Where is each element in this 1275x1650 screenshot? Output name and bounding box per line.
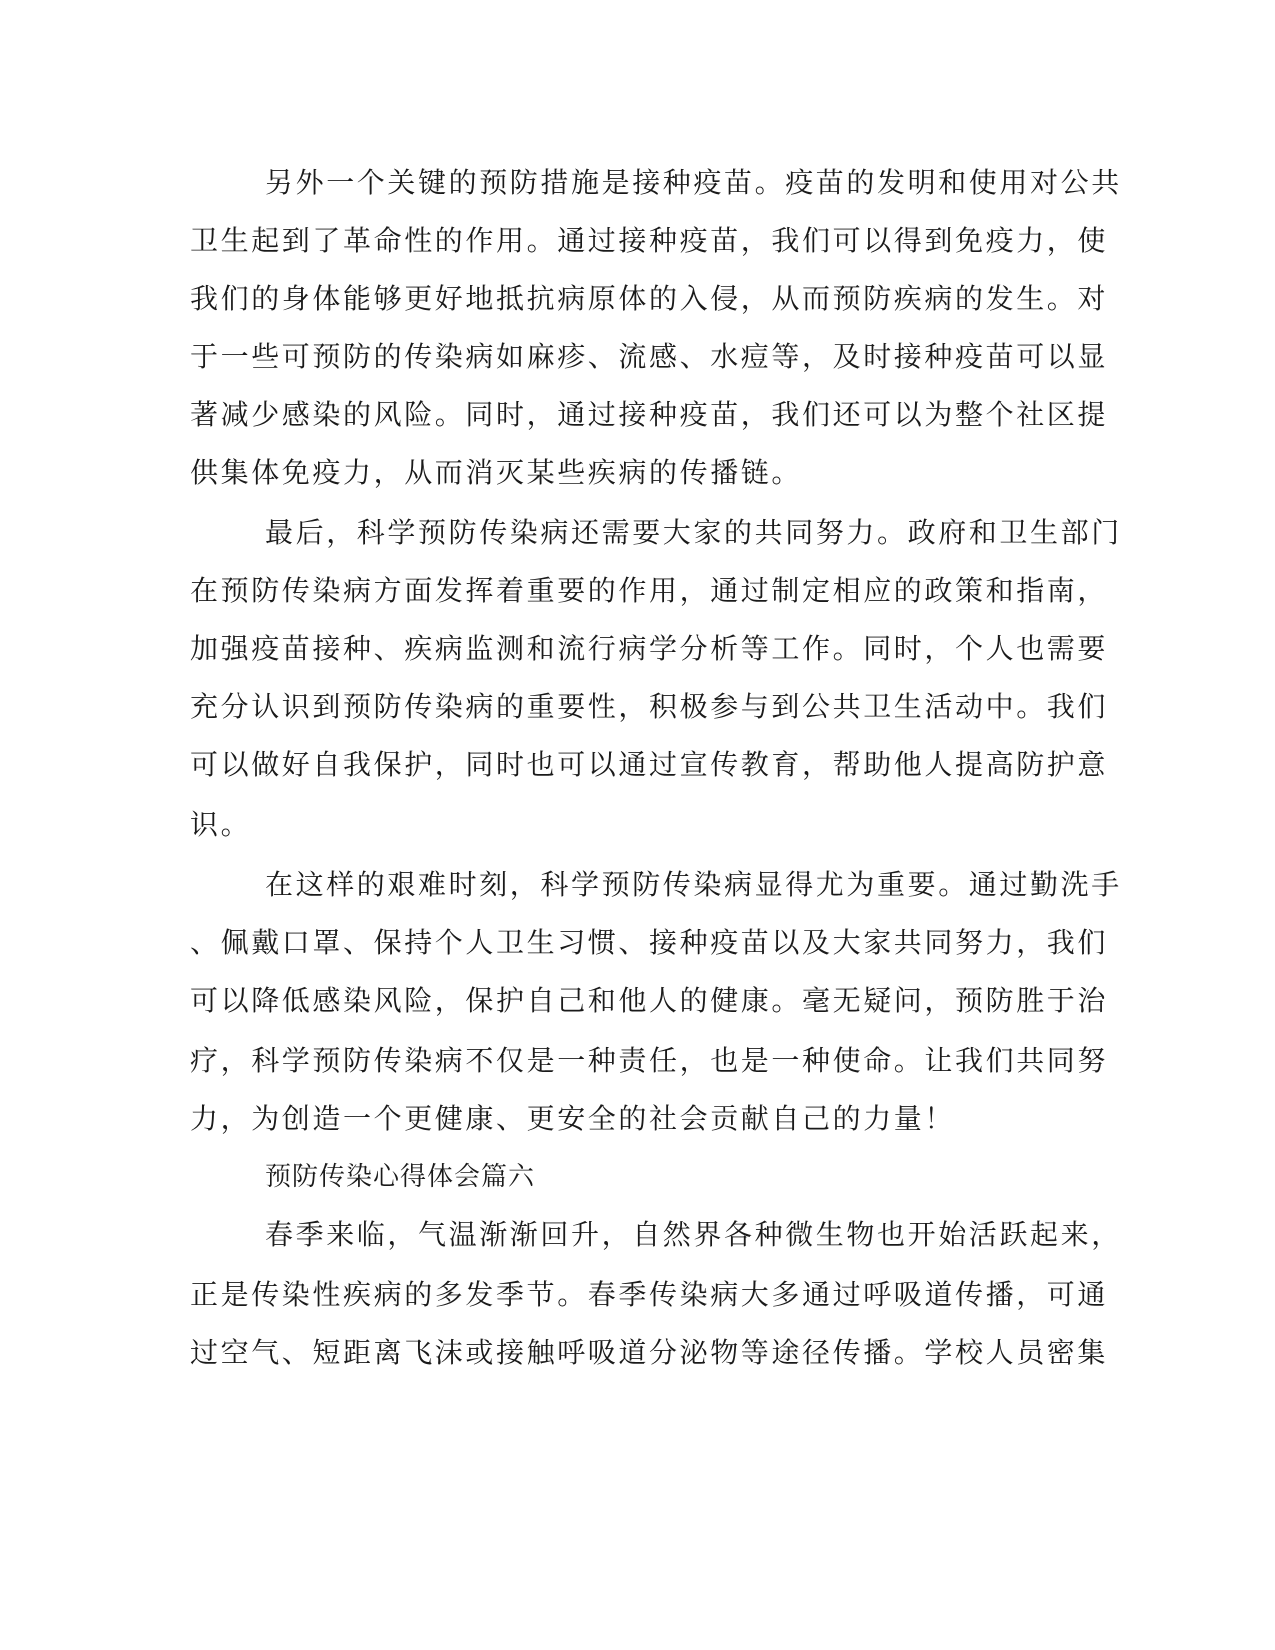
paragraph-line: 识。	[190, 808, 252, 841]
paragraph-line: 过空气、短距离飞沫或接触呼吸道分泌物等途径传播。学校人员密集	[190, 1336, 1109, 1369]
paragraph-line: 在这样的艰难时刻，科学预防传染病显得尤为重要。通过勤洗手	[265, 868, 1122, 901]
paragraph-line: 疗，科学预防传染病不仅是一种责任，也是一种使命。让我们共同努	[190, 1044, 1109, 1077]
paragraph-line: 著减少感染的风险。同时，通过接种疫苗，我们还可以为整个社区提	[190, 398, 1109, 431]
paragraph-line: 力，为创造一个更健康、更安全的社会贡献自己的力量！	[190, 1102, 956, 1135]
paragraph-line: 可以降低感染风险，保护自己和他人的健康。毫无疑问，预防胜于治	[190, 984, 1109, 1017]
paragraph-line: 我们的身体能够更好地抵抗病原体的入侵，从而预防疾病的发生。对	[190, 282, 1109, 315]
paragraph-line: 卫生起到了革命性的作用。通过接种疫苗，我们可以得到免疫力，使	[190, 224, 1109, 257]
paragraph-line: 供集体免疫力，从而消灭某些疾病的传播链。	[190, 456, 803, 489]
paragraph-line: 另外一个关键的预防措施是接种疫苗。疫苗的发明和使用对公共	[265, 166, 1122, 199]
paragraph-line: 在预防传染病方面发挥着重要的作用，通过制定相应的政策和指南，	[190, 574, 1109, 607]
paragraph-line: 正是传染性疾病的多发季节。春季传染病大多通过呼吸道传播，可通	[190, 1278, 1109, 1311]
paragraph-line: 、佩戴口罩、保持个人卫生习惯、接种疫苗以及大家共同努力，我们	[190, 926, 1109, 959]
paragraph-line: 充分认识到预防传染病的重要性，积极参与到公共卫生活动中。我们	[190, 690, 1109, 723]
paragraph-line: 加强疫苗接种、疾病监测和流行病学分析等工作。同时，个人也需要	[190, 632, 1109, 665]
paragraph-line: 可以做好自我保护，同时也可以通过宣传教育，帮助他人提高防护意	[190, 748, 1109, 781]
section-heading: 预防传染心得体会篇六	[265, 1162, 536, 1192]
paragraph-line: 于一些可预防的传染病如麻疹、流感、水痘等，及时接种疫苗可以显	[190, 340, 1109, 373]
paragraph-line: 春季来临，气温渐渐回升，自然界各种微生物也开始活跃起来，	[265, 1218, 1122, 1251]
paragraph-line: 最后，科学预防传染病还需要大家的共同努力。政府和卫生部门	[265, 516, 1122, 549]
